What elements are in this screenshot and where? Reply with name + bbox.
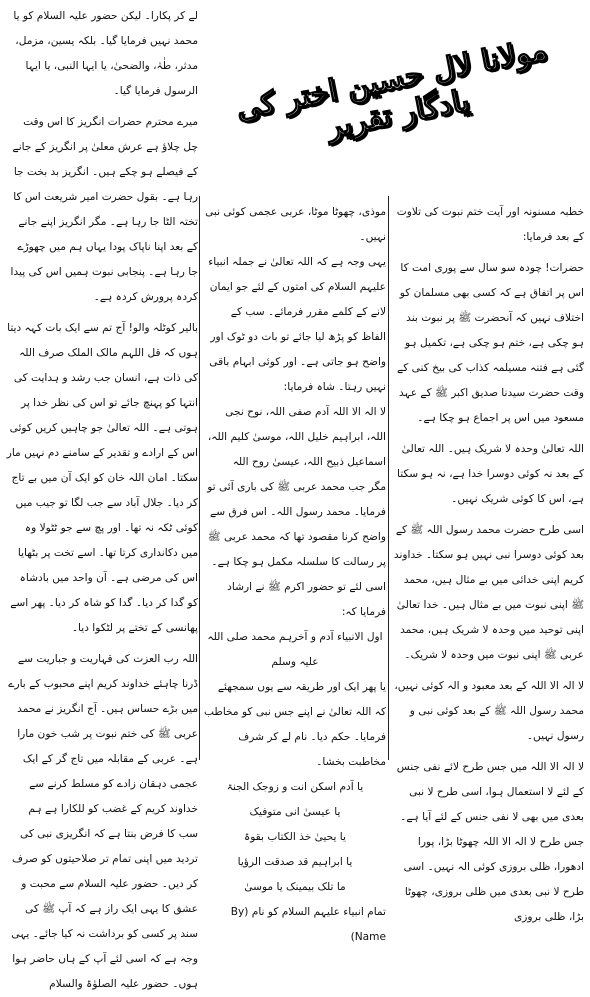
- column-divider-right: [388, 196, 389, 760]
- paragraph: تمام انبیاء علیہم السلام کو نام (By Name): [230, 906, 386, 943]
- paragraph: خطبہ مسنونہ اور آیت ختم نبوت کی تلاوت کے بعد فرمایا:: [396, 206, 584, 243]
- headline-banner: [206, 10, 584, 192]
- paragraph: بالیر کوٹلہ والو! آج تم سے ایک بات کہہ دیتا ہوں کہ قل اللہم مالک الملک صرف اللہ کی ذات ہے، انسان جب رشد و ہدایت کی انتہا کو پہنچ جائے تو اس کی نظر خدا پر ہوتی ہے۔ اللہ تعالیٰ جو چاہیں کریں کوئی اس کے ارادے و تقدیر کے سامنے دم نہیں مار سکتا۔ امان اللہ خان کو ایک آن میں بے تاج کر دیا۔ جلال آباد سے جب لگا تو جیب میں کوئی ٹکہ نہ تھا۔ اور پچ سے جو ٹٹولا وہ میں دکانداری کرتا تھا۔ اسے تخت پر بٹھایا اس کی مرضی ہے۔ آن واحد میں بادشاہ کو گدا کر دیا۔ گدا کو شاہ کر دیا۔ پھر اسے پھانسی کے تختے پر لٹکوا دیا۔: [6, 322, 198, 634]
- paragraph: لے کر پکارا۔ لیکن حضور علیہ السلام کو یا محمد نہیں فرمایا گیا۔ بلکہ یسین، مزمل، مدثر، طٰہٰ، والضحیٰ، یا ایہا النبی، یا ایہا الرسول فرمایا گیا۔: [13, 10, 198, 97]
- paragraph: مگر جب محمد عربی ﷺ کی باری آئی تو فرمایا۔ محمد رسول اللہ۔ اس فرق سے واضح کرنا مقصود تھا کہ محمد عربی ﷺ پر رسالت کا سلسلہ مکمل ہو چکا ہے۔ اسی لئے تو حضور اکرم ﷺ نے ارشاد فرمایا کہ:: [207, 481, 386, 618]
- arabic-verse: یا یحییٰ خذ الکتاب بقوۃ: [244, 831, 346, 843]
- arabic-quote: اول الانبیاء آدم و آخرہم محمد صلی اللہ علیہ وسلم: [207, 631, 383, 668]
- paragraph: یہی وجہ ہے کہ اللہ تعالیٰ نے جملہ انبیاء علیہم السلام کی امتوں کے لئے جو ایمان لانے کے کلمے مقرر فرمائے۔ سب کے الفاظ کو پڑھ لیا جائے تو بات دو ٹوک اور واضح ہو جاتی ہے۔ اور کوئی ابہام باقی نہیں رہتا۔ شاہ فرمایا:: [208, 256, 386, 393]
- paragraph: لا الہ الا اللہ میں جس طرح لائے نفی جنس کے لئے لا استعمال ہوا، اسی طرح لا نبی بعدی میں بھی لا نفی جنس کے لئے آیا ہے۔ جس طرح لا الہ الا اللہ چھوٹا بڑا، پورا ادھورا، ظلی بروزی کوئی الہ نہیں۔ اسی طرح لا نبی بعدی میں ظلی بروزی، چھوٹا بڑا، ظلی بروزی: [396, 761, 584, 923]
- paragraph: لا الہ الا اللہ آدم صفی اللہ، نوح نجی اللہ، ابراہیم خلیل اللہ، موسیٰ کلیم اللہ، اسماعیل ذبیح اللہ، عیسیٰ روح اللہ: [207, 406, 386, 468]
- paragraph: حضرات! چودہ سو سال سے پوری امت کا اس پر اتفاق ہے کہ کسی بھی مسلمان کو اختلاف نہیں کہ آنحضرت ﷺ پر نبوت بند ہو چکی ہے، ختم ہو چکی ہے، تکمیل ہو گئی ہے فتنہ مسیلمہ کذاب کی بیخ کنی کے وقت حضرت سیدنا صدیق اکبر ﷺ کے عہد مسعود میں اس پر اجماع ہو چکا ہے۔: [397, 262, 584, 424]
- paragraph: موذی، چھوٹا موٹا، عربی عجمی کوئی نبی نہیں۔: [205, 206, 386, 243]
- headline: مولانا لال حسین اختر کی یادگار تقریر: [233, 32, 551, 146]
- arabic-verse: یا ابراہیم قد صدقت الرؤیا: [237, 856, 353, 868]
- right-column: [392, 200, 584, 923]
- arabic-verse: یا عیسیٰ انی متوفیک: [249, 806, 341, 818]
- middle-column: [204, 200, 386, 943]
- left-column: [6, 4, 198, 990]
- paragraph: اللہ تعالیٰ وحدہ لا شریک ہیں۔ اللہ تعالیٰ کے بعد نہ کوئی دوسرا خدا ہے، نہ ہو سکتا ہے، اس کا کوئی شریک نہیں۔: [397, 443, 584, 505]
- paragraph: لا الہ الا اللہ کے بعد معبود و الہ کوئی نہیں، محمد رسول اللہ ﷺ کے بعد کوئی نبی و رسول نہیں۔: [394, 680, 584, 742]
- arabic-verse: یا آدم اسکن انت و زوجک الجنۃ: [226, 781, 364, 793]
- paragraph: میرے محترم حضرات انگریز کا اس وقت چل چلاؤ ہے عرش معلیٰ پر انگریز کے جانے کے فیصلے ہو چکے ہیں۔ انگریز بد بخت جا رہا ہے۔ بقول حضرت امیر شریعت اس کا تختہ الٹا جا رہا ہے۔ مگر انگریز اپنے جانے کے بعد اپنا ناپاک پودا یہاں ہم میں چھوڑے جا رہا ہے۔ پنجابی نبوت ہمیں اس کی پیدا کردہ پرورش کردہ ہے۔: [10, 116, 198, 303]
- arabic-verse: ما تلک بیمینک یا موسیٰ: [244, 881, 346, 893]
- paragraph: اللہ رب العزت کی قہاریت و جباریت سے ڈرنا چاہئے خداوند کریم اپنے محبوب کے بارے میں بڑے حساس ہیں۔ آج انگریز نے محمد عربی ﷺ کی ختم نبوت پر شب خون مارا ہے۔ عربی کے مقابلہ میں تاج گر کے ایک عجمی دہقان زادے کو مسلط کرنے سے خداوند کریم کے غضب کو للکارا ہے ہم سب کا فرض بنتا ہے کہ انگریزی نبی کی تردید میں اپنی تمام تر صلاحیتوں کو صرف کر دیں۔ حضور علیہ السلام سے محبت و عشق کا یہی ایک راز ہے کہ آپ ﷺ کی سند پر کسی کو برداشت نہ کیا جائے۔ یہی وجہ ہے کہ اسی لئے آپ کے ہاں حاضر ہوا ہوں۔ حضور علیہ الصلوٰۃ والسلام: [8, 653, 198, 990]
- column-divider-left: [199, 196, 200, 760]
- paragraph: اسی طرح حضرت محمد رسول اللہ ﷺ کے بعد کوئی دوسرا نبی نہیں ہو سکتا۔ خداوند کریم اپنی خدائی میں بے مثال ہیں، محمد ﷺ اپنی نبوت میں بے مثال ہیں۔ خدا تعالیٰ اپنی توحید میں وحدہ لا شریک ہیں، محمد عربی ﷺ اپنی نبوت میں وحدہ لا شریک۔: [393, 524, 584, 661]
- paragraph: یا پھر ایک اور طریقہ سے یوں سمجھئے کہ اللہ تعالیٰ نے اپنے جس نبی کو مخاطب فرمایا۔ حکم دیا۔ نام لے کر شرف مخاطبت بخشا۔: [204, 681, 386, 768]
